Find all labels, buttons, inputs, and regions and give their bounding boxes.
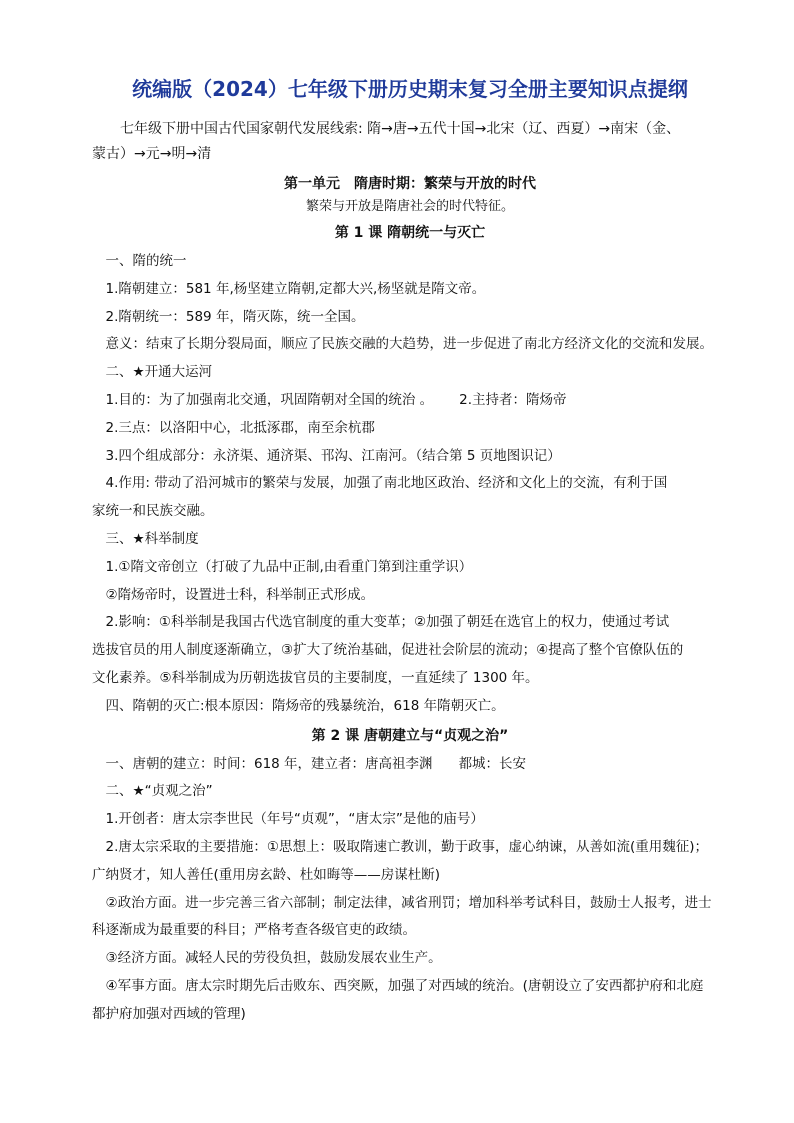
text-line: 3.四个组成部分：永济渠、通济渠、邗沟、江南河。（结合第 5 页地图识记） bbox=[105, 447, 561, 464]
intro-paragraph-cont bbox=[92, 141, 728, 168]
section-heading: 二、★开通大运河 bbox=[105, 364, 213, 381]
section-heading: 一、隋的统一 bbox=[105, 253, 187, 269]
section-heading: 二、★“贞观之治” bbox=[105, 783, 213, 800]
text-line: 1.隋朝建立：581 年,杨坚建立隋朝,定都大兴,杨坚就是隋文帝。 bbox=[105, 280, 486, 297]
text-line bbox=[92, 387, 728, 415]
text-span: 1.目的：为了加强南北交通，巩固隋朝对全国的统治 。 bbox=[105, 391, 434, 408]
intro-line-1: 七年级下册中国古代国家朝代发展线索: 隋→唐→五代十国→北宋（辽、西夏）→南宋（金、 bbox=[120, 121, 681, 137]
lesson-1-title: 第 1 课 隋朝统一与灭亡 bbox=[334, 225, 486, 241]
text-line: 2.隋朝统一：589 年，隋灭陈，统一全国。 bbox=[105, 308, 365, 325]
text-line: 1.开创者：唐太宗李世民（年号“贞观”，“唐太宗”是他的庙号） bbox=[105, 811, 484, 828]
text-line: ②隋炀帝时，设置进士科，科举制正式形成。 bbox=[105, 586, 375, 603]
text-span: 都城：长安 bbox=[458, 755, 527, 772]
intro-line-2: 蒙古）→元→明→清 bbox=[92, 146, 212, 162]
text-line: 2.三点：以洛阳中心，北抵涿郡，南至余杭郡 bbox=[105, 419, 375, 436]
text-line: 文化素养。⑤科举制成为历朝选拔官员的主要制度，一直延续了 1300 年。 bbox=[92, 669, 539, 686]
text-span: 一、唐朝的建立：时间：618 年，建立者：唐高祖李渊 bbox=[105, 755, 433, 772]
text-line: 四、隋朝的灭亡:根本原因：隋炀帝的残暴统治，618 年隋朝灭亡。 bbox=[105, 697, 505, 714]
text-line: 2.唐太宗采取的主要措施：①思想上：吸取隋速亡教训，勤于政事，虚心纳谏，从善如流(重用魏征)； bbox=[105, 838, 709, 855]
text-line: 选拔官员的用人制度逐渐确立，③扩大了统治基础，促进社会阶层的流动；④提高了整个官僚队伍的 bbox=[92, 642, 684, 659]
section-heading: 三、★科举制度 bbox=[105, 530, 199, 547]
text-line: ②政治方面。进一步完善三省六部制；制定法律，减省刑罚；增加科举考试科目，鼓励士人报考，进士 bbox=[105, 894, 712, 911]
unit-1-subtitle: 繁荣与开放是隋唐社会的时代特征。 bbox=[305, 199, 514, 214]
text-line: ④军事方面。唐太宗时期先后击败东、西突厥，加强了对西域的统治。(唐朝设立了安西都护府和北庭 bbox=[105, 977, 704, 994]
text-line: 都护府加强对西域的管理) bbox=[92, 1005, 246, 1022]
text-line: 意义：结束了长期分裂局面，顺应了民族交融的大趋势，进一步促进了南北方经济文化的交流和发展。 bbox=[105, 336, 713, 353]
text-line: 广纳贤才，知人善任(重用房玄龄、杜如晦等——房谋杜断) bbox=[92, 866, 441, 883]
unit-1-title: 第一单元 隋唐时期：繁荣与开放的时代 bbox=[284, 176, 536, 192]
intro-paragraph bbox=[92, 116, 728, 143]
text-line: 科逐渐成为最重要的科目；严格考查各级官吏的政绩。 bbox=[92, 922, 416, 939]
text-span: 2.主持者：隋炀帝 bbox=[459, 391, 567, 408]
text-line: 家统一和民族交融。 bbox=[92, 503, 214, 520]
document-title: 统编版（2024）七年级下册历史期末复习全册主要知识点提纲 bbox=[132, 77, 688, 101]
text-line: 4.作用: 带动了沿河城市的繁荣与发展，加强了南北地区政治、经济和文化上的交流，有利于国 bbox=[105, 475, 668, 492]
document-page bbox=[92, 74, 728, 1029]
text-line: 2.影响：①科举制是我国古代选官制度的重大变革；②加强了朝廷在选官上的权力，使通过考试 bbox=[105, 614, 670, 631]
text-line: 1.①隋文帝创立（打破了九品中正制,由看重门第到注重学识） bbox=[105, 558, 473, 575]
text-line bbox=[92, 751, 728, 779]
lesson-2-title: 第 2 课 唐朝建立与“贞观之治” bbox=[311, 727, 509, 744]
text-line: ③经济方面。减轻人民的劳役负担，鼓励发展农业生产。 bbox=[105, 950, 442, 967]
